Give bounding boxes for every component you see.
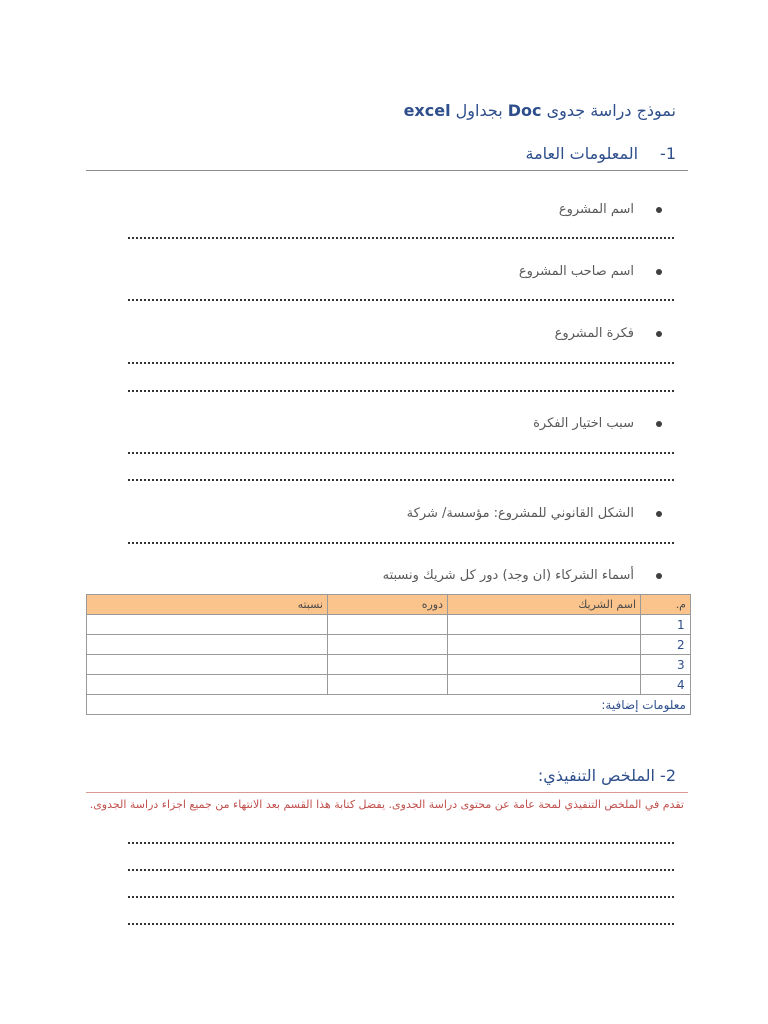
section1-heading (526, 144, 676, 163)
fill-in-line[interactable] (128, 923, 674, 925)
share-cell[interactable] (87, 615, 328, 635)
partner-name-cell[interactable] (448, 675, 641, 695)
bullet-icon (656, 511, 662, 517)
partners-table (86, 594, 691, 715)
column-header-role: دوره (328, 595, 448, 615)
title-excel-word: excel (403, 101, 451, 120)
partner-name-cell[interactable] (448, 635, 641, 655)
column-header-index: م. (641, 595, 691, 615)
fill-in-line[interactable] (128, 299, 674, 301)
row-number: 3 (641, 655, 691, 675)
list-item-label: سبب اختيار الفكرة (533, 416, 634, 431)
list-item-owner-name (519, 264, 662, 279)
fill-in-line[interactable] (128, 390, 674, 392)
bullet-icon (656, 573, 662, 579)
list-item-project-name (559, 202, 662, 217)
title-text-2: بجداول (450, 101, 508, 120)
bullet-icon (656, 421, 662, 427)
section2-guidance-note: تقدم في الملخص التنفيذي لمحة عامة عن محتوى دراسة الجدوى. يفضل كتابة هذا القسم بعد الانتهاء من جميع اجزاء دراسة الجدوى. (89, 798, 684, 811)
list-item-label: اسم صاحب المشروع (518, 264, 634, 279)
fill-in-line[interactable] (128, 896, 674, 898)
column-header-partner-name: اسم الشريك (448, 595, 641, 615)
list-item-label: أسماء الشركاء (ان وجد) دور كل شريك ونسبته (382, 568, 634, 583)
list-item-partners (383, 568, 662, 583)
section1-title: المعلومات العامة (525, 144, 639, 163)
list-item-legal-form (407, 506, 662, 521)
table-row-extra-info (87, 695, 691, 715)
section1-number: 1- (660, 144, 676, 163)
role-cell[interactable] (328, 675, 448, 695)
fill-in-line[interactable] (128, 542, 674, 544)
partner-name-cell[interactable] (448, 655, 641, 675)
table-row (87, 655, 691, 675)
title-doc-word: Doc (507, 101, 542, 120)
title-text-1: نموذج دراسة جدوى (541, 101, 676, 120)
share-cell[interactable] (87, 635, 328, 655)
partner-name-cell[interactable] (448, 615, 641, 635)
table-row (87, 615, 691, 635)
fill-in-line[interactable] (128, 869, 674, 871)
section1-divider (86, 170, 688, 171)
table-row (87, 635, 691, 655)
bullet-icon (656, 269, 662, 275)
list-item-label: الشكل القانوني للمشروع: مؤسسة/ شركة (406, 506, 634, 521)
share-cell[interactable] (87, 675, 328, 695)
section2-heading: 2- الملخص التنفيذي: (537, 766, 676, 785)
fill-in-line[interactable] (128, 237, 674, 239)
share-cell[interactable] (87, 655, 328, 675)
table-header-row (87, 595, 691, 615)
role-cell[interactable] (328, 655, 448, 675)
list-item-idea-reason (533, 416, 662, 431)
list-item-label: اسم المشروع (558, 202, 634, 217)
section2-divider (86, 792, 688, 793)
row-number: 4 (641, 675, 691, 695)
bullet-icon (656, 207, 662, 213)
row-number: 2 (641, 635, 691, 655)
fill-in-line[interactable] (128, 479, 674, 481)
fill-in-line[interactable] (128, 452, 674, 454)
bullet-icon (656, 331, 662, 337)
list-item-label: فكرة المشروع (554, 326, 634, 341)
document-title (404, 101, 676, 120)
row-number: 1 (641, 615, 691, 635)
document-page (86, 0, 690, 1024)
extra-info-cell[interactable]: معلومات إضافية: (87, 695, 691, 715)
role-cell[interactable] (328, 615, 448, 635)
list-item-project-idea (555, 326, 662, 341)
column-header-share: نسبته (87, 595, 328, 615)
fill-in-line[interactable] (128, 842, 674, 844)
table-row (87, 675, 691, 695)
role-cell[interactable] (328, 635, 448, 655)
fill-in-line[interactable] (128, 362, 674, 364)
